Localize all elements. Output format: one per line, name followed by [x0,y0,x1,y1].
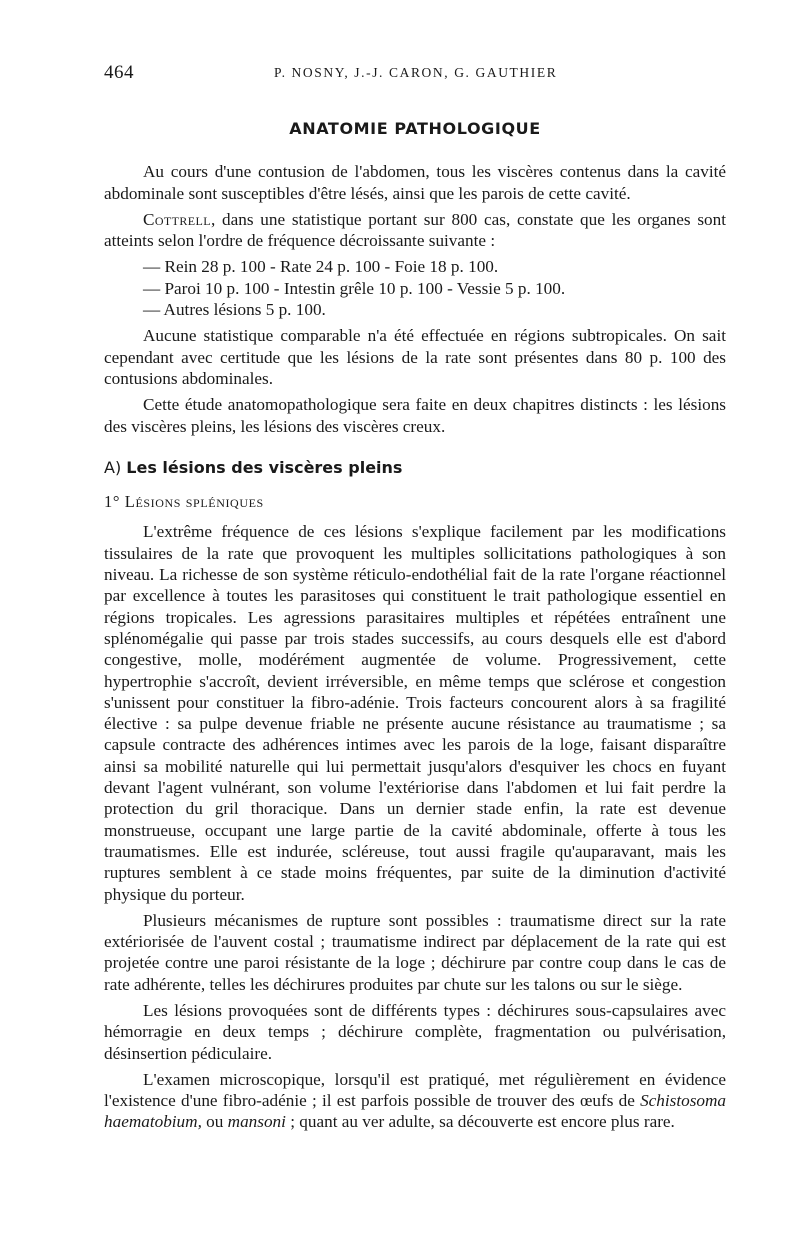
subsection-title: Les lésions des viscères pleins [126,457,403,477]
body-paragraph-4-text-c: ; quant au ver adulte, sa découverte est encore plus rare. [285,1112,675,1132]
intro-paragraph-3: Aucune statistique comparable n'a été effectuée en régions subtropicales. On sait cependant avec certitude que les lésions de la rate sont présentes dans 80 p. 100 des contusions abdominales. [104,326,726,388]
subsection-letter: A) [104,457,122,477]
body-paragraph-3: Les lésions provoquées sont de différents types : déchirures sous-capsulaires avec hémorragie en deux temps ; déchirure complète, fragmentation ou pulvérisation, désinsertion pédiculaire. [104,1000,726,1063]
page-number: 464 [104,62,134,83]
species-name: Schistosoma haematobium, [104,1091,726,1132]
subsubsection-heading: 1° Lésions spléniques [104,492,264,512]
stat-item: — Rein 28 p. 100 - Rate 24 p. 100 - Foie 18 p. 100. [143,257,499,277]
stat-item: — Autres lésions 5 p. 100. [143,300,326,320]
running-head-authors: P. NOSNY, J.-J. CARON, G. GAUTHIER [274,65,558,80]
stat-item: — Paroi 10 p. 100 - Intestin grêle 10 p. 100 - Vessie 5 p. 100. [143,278,566,298]
body-paragraph-4-text-b: ou [201,1112,228,1132]
body-paragraph-4 [104,1069,726,1133]
intro-paragraph-1: Au cours d'une contusion de l'abdomen, tous les viscères contenus dans la cavité abdominale sont susceptibles d'être lésés, ainsi que les parois de cette cavité. [104,162,726,203]
intro-paragraph-2 [104,209,726,252]
subsection-heading [104,457,726,478]
intro-paragraph-4: Cette étude anatomopathologique sera faite en deux chapitres distincts : les lésions des viscères pleins, les lésions des viscères creux. [104,395,726,436]
body-paragraph-2: Plusieurs mécanismes de rupture sont possibles : traumatisme direct sur la rate extériorisée de l'auvent costal ; traumatisme indirect par déplacement de la rate qui est projetée contre une paroi résistante de la loge ; déchirure par contre coup dans le cas de rate adhérente, telles les déchirures produites par chute sur les talons ou sur le siège. [104,910,726,994]
body-paragraph-1: L'extrême fréquence de ces lésions s'explique facilement par les modifications tissulaires de la rate que provoquent les multiples sollicitations pathologiques à son niveau. La richesse de son système réticulo-endothélial fait de la rate l'organe réactionnel par excellence à toutes les parasitoses qui constituent le trait pathologique essentiel en régions tropicales. Les agressions parasitaires multiples et répétées entraînent une splénomégalie qui passe par trois stades successifs, au cours desquels elle est d'abord congestive, molle, modérément augmentée de volume. Progressivement, cette hypertrophie s'accroît, devient irréversible, en même temps que sclérose et congestion s'unissent pour constituer la fibro-adénie. Trois facteurs concourent alors à sa fragilité élective : sa pulpe devenue friable ne présente aucune résistance au traumatisme ; sa capsule contracte des adhérences intimes avec les parois de la loge, faisant disparaître ainsi sa mobilité naturelle qui lui permettait jusqu'alors d'esquiver les chocs en fuyant devant l'agent vulnérant, son volume l'extériorise dans l'abdomen et lui fait perdre la protection du gril thoracique. Dans un dernier stade enfin, la rate est devenue monstrueuse, occupant une large partie de la cavité abdominale, offerte à tous les traumatismes. Elle est indurée, scléreuse, tout aussi fragile qu'auparavant, mais les ruptures semblent à ce stade moins fréquentes, par suite de la diminution d'activité physique du porteur. [104,522,726,904]
body-paragraph-4-text-a: L'examen microscopique, lorsqu'il est pratiqué, met régulièrement en évidence l'existence d'une fibro-adénie ; il est parfois possible de trouver des œufs de [104,1069,726,1111]
article-body [104,118,726,1138]
intro-paragraph-2-text: , dans une statistique portant sur 800 cas, constate que les organes sont atteints selon l'ordre de fréquence décroissante suivante : [104,209,726,251]
running-head [104,62,726,86]
cited-author: Cottrell [143,209,211,229]
species-name: mansoni [227,1112,286,1132]
section-title: ANATOMIE PATHOLOGIQUE [289,119,541,138]
